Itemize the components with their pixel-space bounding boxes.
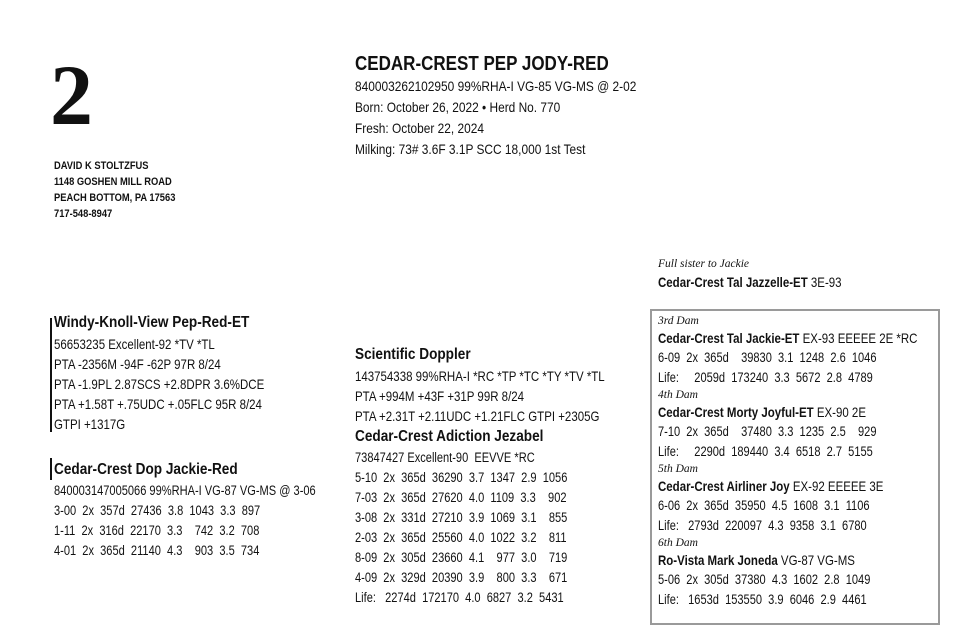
full-sister-score: 3E-93 [807, 274, 842, 290]
dam5-record: 6-06 2x 365d 35950 4.5 1608 3.1 1106 [658, 498, 870, 513]
sire-name: Windy-Knoll-View Pep-Red-ET [54, 314, 250, 331]
dam6-line [658, 550, 917, 570]
dam-record: 3-00 2x 357d 27436 3.8 1043 3.3 897 [54, 503, 261, 518]
animal-id-line: 840003262102950 99%RHA-I VG-85 VG-MS @ 2-02 [355, 78, 637, 94]
granddam-name: Cedar-Crest Adiction Jezabel [355, 428, 544, 445]
granddam-record: 2-03 2x 365d 25560 4.0 1022 3.2 811 [355, 530, 567, 545]
consignor-street: 1148 GOSHEN MILL ROAD [54, 176, 172, 188]
dam-line: 840003147005066 99%RHA-I VG-87 VG-MS @ 3-06 [54, 483, 316, 498]
sire-bracket [50, 318, 52, 432]
dam3-score: EX-93 EEEEE 2E *RC [799, 330, 918, 346]
dam3-line [658, 328, 917, 348]
dam-record: 1-11 2x 316d 22170 3.3 742 3.2 708 [54, 523, 260, 538]
animal-milking: Milking: 73# 3.6F 3.1P SCC 18,000 1st Test [355, 141, 586, 157]
dam4-record: 7-10 2x 365d 37480 3.3 1235 2.5 929 [658, 424, 877, 439]
dam4-life: Life: 2290d 189440 3.4 6518 2.7 5155 [658, 444, 873, 459]
animal-header [355, 52, 686, 160]
dam5-life: Life: 2793d 220097 4.3 9358 3.1 6780 [658, 518, 867, 533]
sire-line: PTA -1.9PL 2.87SCS +2.8DPR 3.6%DCE [54, 376, 265, 392]
dam3-record: 6-09 2x 365d 39830 3.1 1248 2.6 1046 [658, 350, 877, 365]
animal-name: CEDAR-CREST PEP JODY-RED [355, 53, 609, 75]
dam3-name: Cedar-Crest Tal Jackie-ET [658, 330, 800, 346]
dam4-line [658, 402, 917, 422]
granddam-record: 5-10 2x 365d 36290 3.7 1347 2.9 1056 [355, 470, 568, 485]
maternal-line-content [658, 314, 964, 610]
dam4-name: Cedar-Crest Morty Joyful-ET [658, 404, 814, 420]
full-sister-block [658, 257, 882, 293]
dam6-label: 6th Dam [658, 537, 698, 549]
dam3-label: 3rd Dam [658, 315, 699, 327]
granddam-record: 7-03 2x 365d 27620 4.0 1109 3.3 902 [355, 490, 567, 505]
animal-born: Born: October 26, 2022 • Herd No. 770 [355, 99, 561, 115]
dam5-label: 5th Dam [658, 463, 698, 475]
dam5-name: Cedar-Crest Airliner Joy [658, 478, 790, 494]
granddam-record: 8-09 2x 305d 23660 4.1 977 3.0 719 [355, 550, 568, 565]
granddam-line: 73847427 Excellent-90 EEVVE *RC [355, 450, 535, 465]
lot-number: 2 [50, 47, 93, 143]
full-sister-name: Cedar-Crest Tal Jazzelle-ET [658, 274, 808, 290]
sire-block [54, 312, 310, 434]
dam6-score: VG-87 VG-MS [777, 552, 855, 568]
dam-record: 4-01 2x 365d 21140 4.3 903 3.5 734 [54, 543, 260, 558]
dam5-score: EX-92 EEEEE 3E [789, 478, 884, 494]
consignor-name: DAVID K STOLTZFUS [54, 160, 149, 172]
dam-block [54, 459, 373, 561]
animal-fresh: Fresh: October 22, 2024 [355, 120, 485, 136]
full-sister-label: Full sister to Jackie [658, 258, 750, 270]
dams-sire-block [355, 344, 660, 426]
dam4-score: EX-90 2E [813, 404, 866, 420]
granddam-record: 4-09 2x 329d 20390 3.9 800 3.3 671 [355, 570, 568, 585]
dam-bracket [50, 458, 52, 480]
consignor-city: PEACH BOTTOM, PA 17563 [54, 192, 176, 204]
consignor-phone: 717-548-8947 [54, 208, 113, 220]
sire-line: PTA +1.58T +.75UDC +.05FLC 95R 8/24 [54, 396, 262, 412]
granddam-block [355, 426, 614, 608]
dams-sire-line: 143754338 99%RHA-I *RC *TP *TC *TY *TV *TL [355, 368, 605, 384]
dams-sire-line: PTA +2.31T +2.11UDC +1.21FLC GTPI +2305G [355, 408, 600, 424]
dam-name: Cedar-Crest Dop Jackie-Red [54, 461, 238, 478]
dam3-life: Life: 2059d 173240 3.3 5672 2.8 4789 [658, 370, 873, 385]
sire-line: PTA -2356M -94F -62P 97R 8/24 [54, 356, 221, 372]
dam6-record: 5-06 2x 305d 37380 4.3 1602 2.8 1049 [658, 572, 871, 587]
dam4-label: 4th Dam [658, 389, 698, 401]
dam6-life: Life: 1653d 153550 3.9 6046 2.9 4461 [658, 592, 867, 607]
granddam-life: Life: 2274d 172170 4.0 6827 3.2 5431 [355, 590, 564, 605]
dam6-name: Ro-Vista Mark Joneda [658, 552, 778, 568]
full-sister-line [658, 271, 842, 293]
sire-line: 56653235 Excellent-92 *TV *TL [54, 336, 215, 352]
dam5-line [658, 476, 917, 496]
sire-line: GTPI +1317G [54, 416, 126, 432]
granddam-record: 3-08 2x 331d 27210 3.9 1069 3.1 855 [355, 510, 568, 525]
consignor-block [54, 158, 175, 222]
dams-sire-line: PTA +994M +43F +31P 99R 8/24 [355, 388, 525, 404]
dams-sire-name: Scientific Doppler [355, 346, 471, 363]
